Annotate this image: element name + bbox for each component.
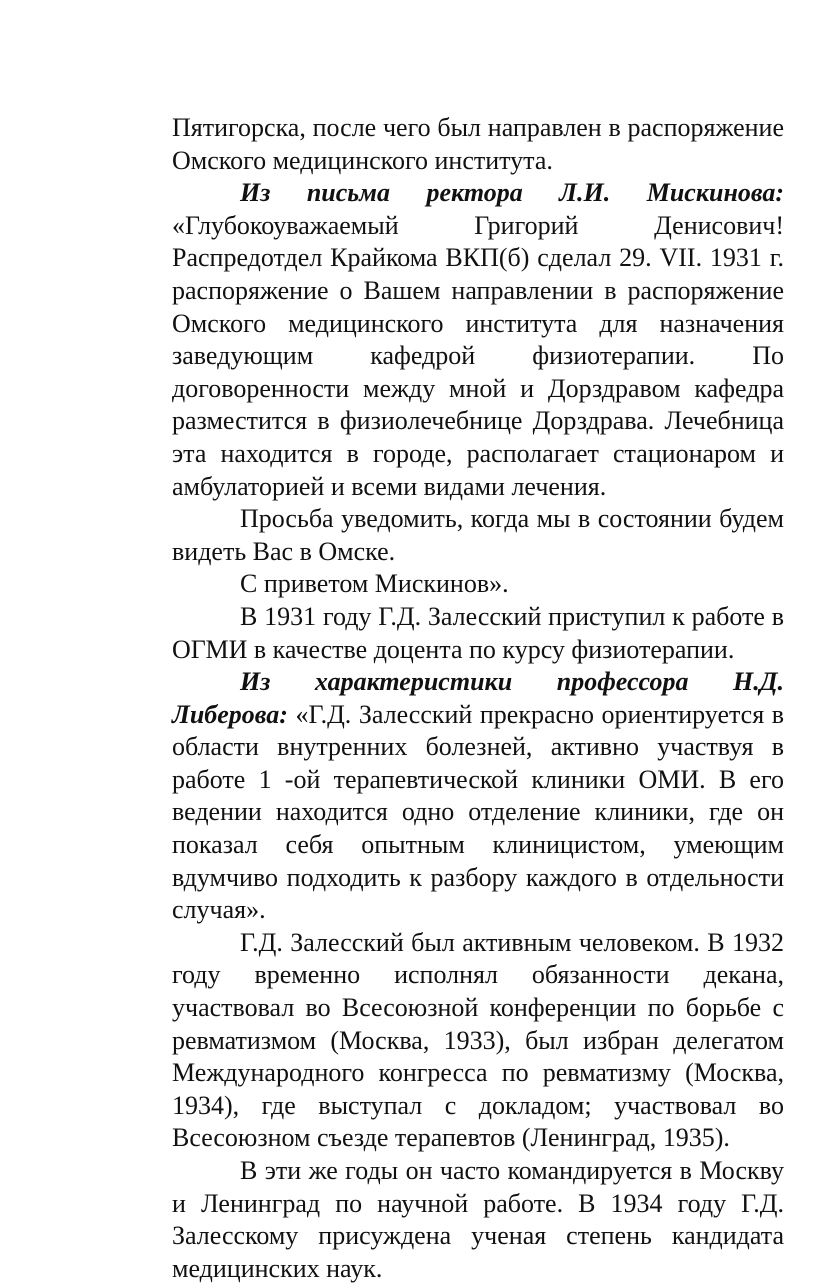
- characteristic-heading: Из характеристики профессора Н.Д. Либерова:: [172, 667, 784, 729]
- letter-heading: Из письма ректора Л.И. Мискинова:: [240, 178, 784, 208]
- letter-body: «Глубокоуважаемый Григорий Денисович! Распредотдел Крайкома ВКП(б) сделал 29. VII. 1931 г. распоряжение о Вашем направлении в распоряжение Омского медицинского института для назначения заведующим кафедрой физиотерапии. По договоренности между мной и Дорздравом кафедра разместится в физиолечебнице Дорздрава. Лечебница эта находится в городе, располагает стационаром и амбулаторией и всеми видами лечения.: [172, 210, 784, 501]
- paragraph-continuation: Пятигорска, после чего был направлен в распоряжение Омского медицинского института.: [172, 113, 784, 175]
- paragraph-request: Просьба уведомить, когда мы в состоянии будем видеть Вас в Омске.: [172, 504, 784, 566]
- paragraph-professor-characteristic: [172, 666, 784, 927]
- paragraph-rector-letter: [172, 177, 784, 503]
- characteristic-body: «Г.Д. Залесский прекрасно ориентируется в области внутренних болезней, активно участвуя в работе 1 -ой терапевтической клиники ОМИ. В его ведении находится одно отделение клиники, где он показал себя опытным клиницистом, умеющим вдумчиво подходить к разбору каждого в отдельности случая».: [172, 699, 784, 925]
- paragraph-degree: В эти же годы он часто командируется в Москву и Ленинград по научной работе. В 1934 году Г.Д. Залесскому присуждена ученая степень кандидата медицинских наук.: [172, 1156, 784, 1283]
- paragraph-signature: С приветом Мискинов».: [240, 569, 509, 599]
- document-page: [172, 112, 784, 1285]
- paragraph-start-of-work: В 1931 году Г.Д. Залесский приступил к работе в ОГМИ в качестве доцента по курсу физиотерапии.: [172, 601, 784, 664]
- paragraph-activities: Г.Д. Залесский был активным человеком. В 1932 году временно исполнял обязанности декана, участвовал во Всесоюзной конференции по борьбе с ревматизмом (Москва, 1933), был избран делегатом Международного конгресса по ревматизму (Москва, 1934), где выступал с докладом; участвовал во Всесоюзном съезде терапевтов (Ленинград, 1935).: [172, 927, 784, 1153]
